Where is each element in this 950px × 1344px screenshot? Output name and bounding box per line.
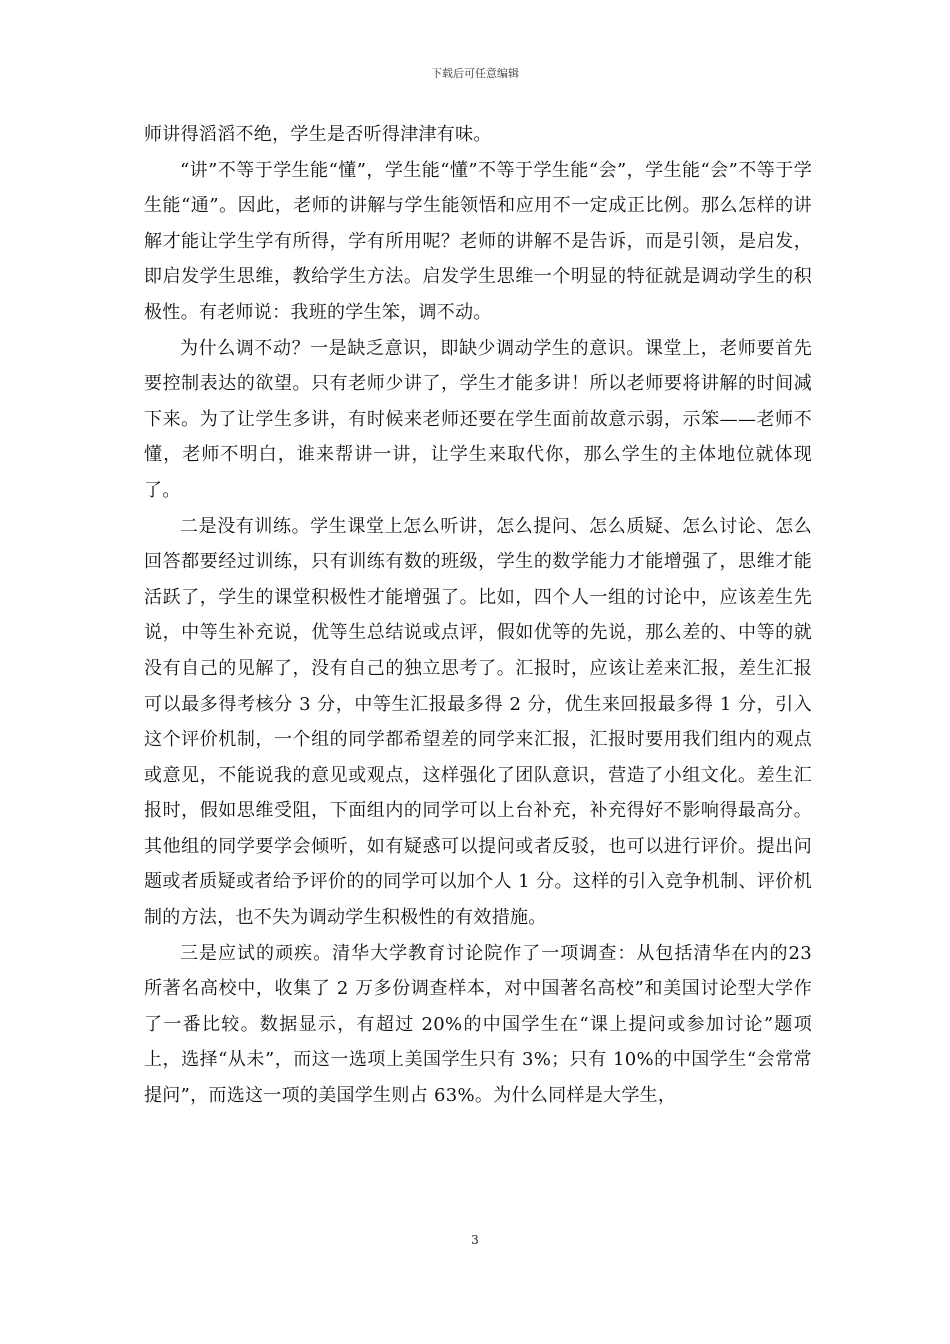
paragraph-continuation: 师讲得滔滔不绝，学生是否听得津津有味。 xyxy=(144,124,492,145)
paragraph-lack-of-awareness: 为什么调不动？一是缺乏意识，即缺少调动学生的意识。课堂上，老师要首先要控制表达的欲望。只有老师少讲了，学生才能多讲！所以老师要将讲解的时间减下来。为了让学生多讲，有时候来老师还要在学生面前故意示弱，示笨——老师不懂，老师不明白，谁来帮讲一讲，让学生来取代你，那么学生的主体地位就体现了。 xyxy=(144,337,812,501)
paragraph-lack-of-training: 二是没有训练。学生课堂上怎么听讲，怎么提问、怎么质疑、怎么讨论、怎么回答都要经过训练，只有训练有数的班级，学生的数学能力才能增强了，思维才能活跃了，学生的课堂积极性才能增强了。比如，四个人一组的讨论中，应该差生先说，中等生补充说，优等生总结说或点评，假如优等的先说，那么差的、中等的就没有自己的见解了，没有自己的独立思考了。汇报时，应该让差来汇报，差生汇报可以最多得考核分 3 分，中等生汇报最多得 2 分，优生来回报最多得 1 分，引入这个评价机制，一个组的同学都希望差的同学来汇报，汇报时要用我们组内的观点或意见，不能说我的意见或观点，这样强化了团队意识，营造了小组文化。差生汇报时，假如思维受阻，下面组内的同学可以上台补充，补充得好不影响得最高分。其他组的同学要学会倾听，如有疑惑可以提问或者反驳，也可以进行评价。提出问题或者质疑或者给予评价的的同学可以加个人 1 分。这样的引入竞争机制、评价机制的方法，也不失为调动学生积极性的有效措施。 xyxy=(144,515,812,929)
paragraph-teaching-explanation: “讲”不等于学生能“懂”，学生能“懂”不等于学生能“会”，学生能“会”不等于学生能“通”。因此，老师的讲解与学生能领悟和应用不一定成正比例。那么怎样的讲解才能让学生学有所得，学有所用呢？老师的讲解不是告诉，而是引领，是启发，即启发学生思维，教给学生方法。启发学生思维一个明显的特征就是调动学生的积极性。有老师说：我班的学生笨，调不动。 xyxy=(144,159,812,323)
page-number: 3 xyxy=(471,1233,479,1247)
paragraph-exam-oriented: 三是应试的顽疾。清华大学教育讨论院作了一项调查：从包括清华在内的23 所著名高校中，收集了 2 万多份调查样本，对中国著名高校”和美国讨论型大学作了一番比较。数据显示，有超过 20%的中国学生在“课上提问或参加讨论”题项上，选择“从未”，而这一选项上美国学生只有 3%；只有 10%的中国学生“会常常提问”，而选这一项的美国学生则占 63%。为什么同样是大学生， xyxy=(144,942,819,1107)
document-body xyxy=(144,117,819,1114)
page-header: 下载后可任意编辑 xyxy=(431,67,519,80)
